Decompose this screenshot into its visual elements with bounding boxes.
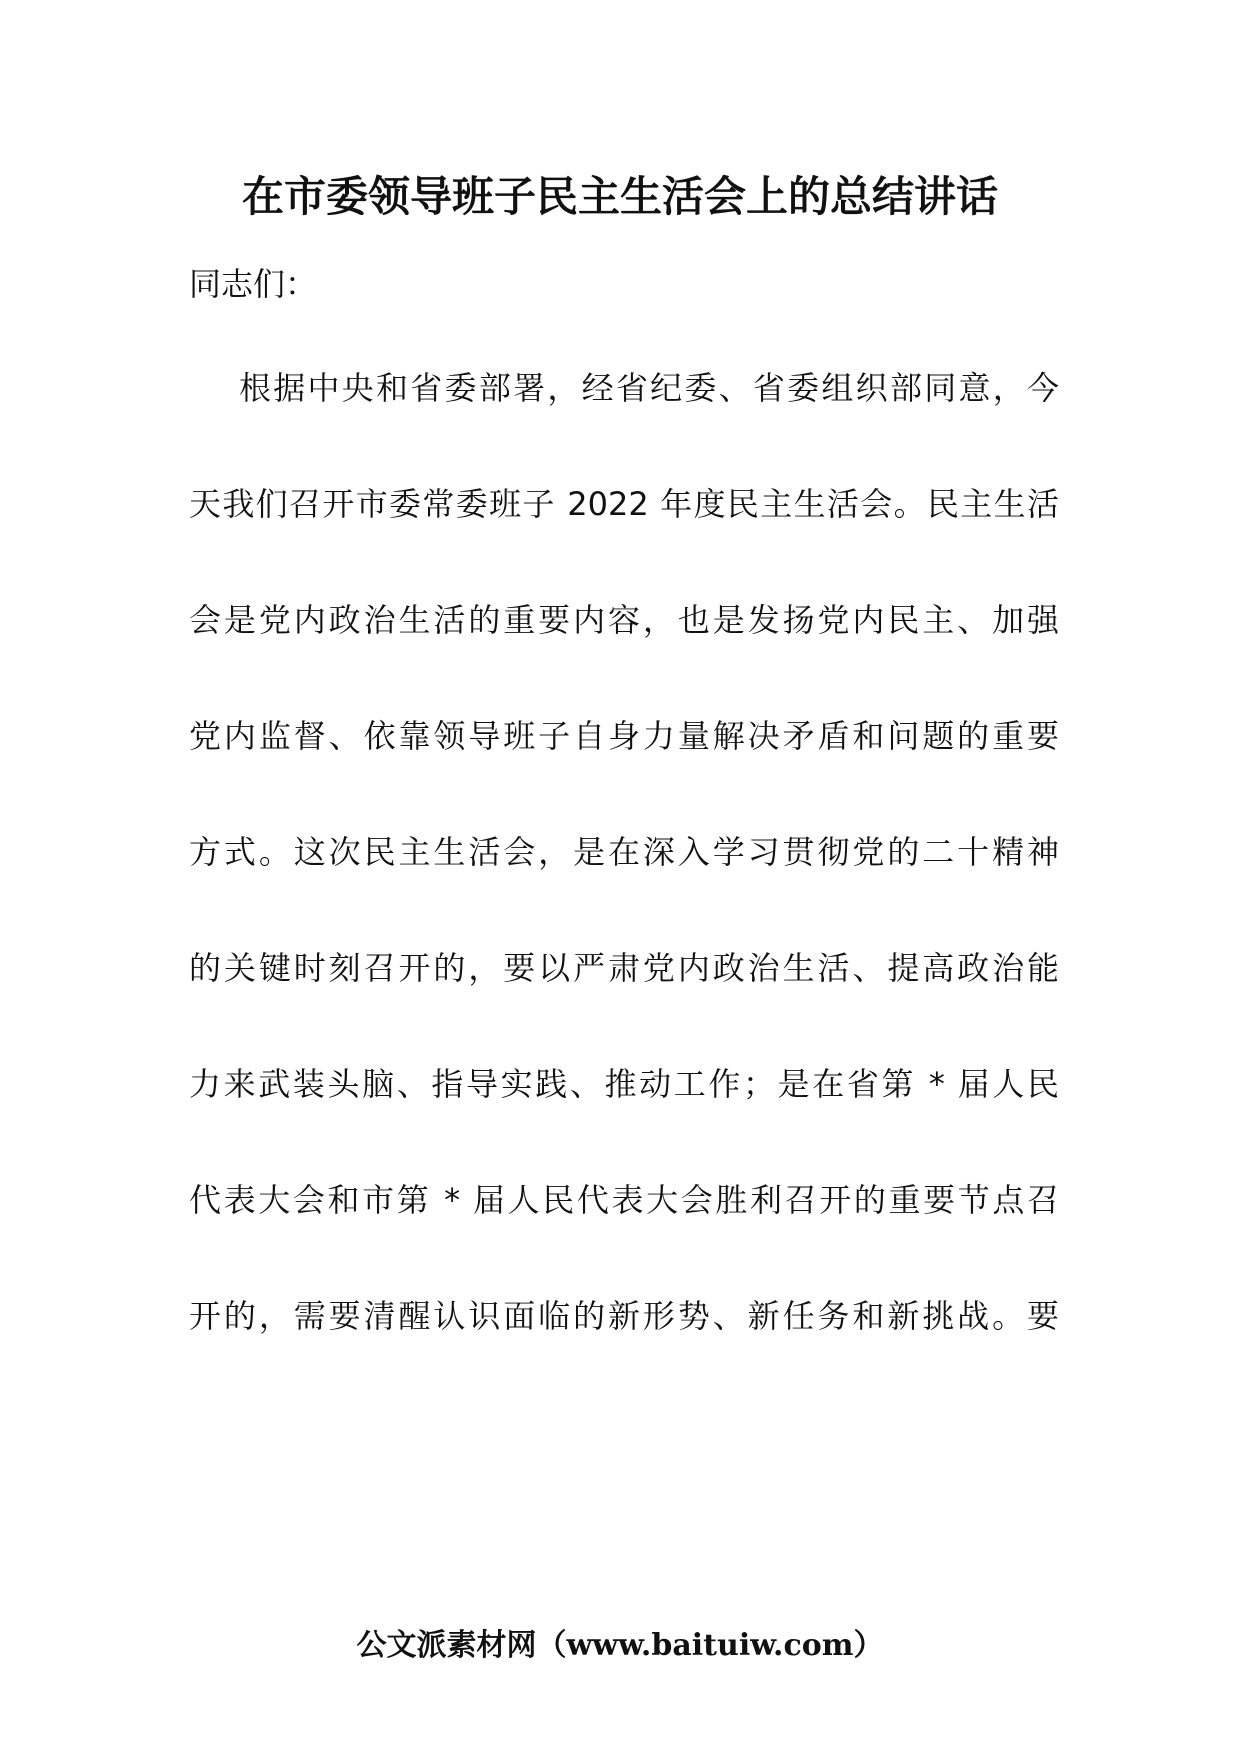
body-line: 会是党内政治生活的重要内容，也是发扬党内民主、加强 — [189, 601, 1059, 639]
document-title: 在市委领导班子民主生活会上的总结讲话 — [241, 172, 998, 221]
body-line: 方式。这次民主生活会，是在深入学习贯彻党的二十精神 — [189, 833, 1059, 871]
body-line: 党内监督、依靠领导班子自身力量解决矛盾和问题的重要 — [189, 717, 1059, 755]
body-line: 天我们召开市委常委班子 2022 年度民主生活会。民主生活 — [189, 485, 1059, 523]
body-line: 开的，需要清醒认识面临的新形势、新任务和新挑战。要 — [189, 1297, 1059, 1335]
body-line: 力来武装头脑、指导实践、推动工作；是在省第 * 届人民 — [189, 1065, 1059, 1103]
greeting: 同志们： — [189, 265, 318, 303]
body-line: 的关键时刻召开的，要以严肃党内政治生活、提高政治能 — [189, 949, 1059, 987]
footer-watermark: 公文派素材网（www.baituiw.com） — [356, 1628, 884, 1663]
body-line: 根据中央和省委部署，经省纪委、省委组织部同意，今 — [239, 369, 1059, 407]
body-line: 代表大会和市第 * 届人民代表大会胜利召开的重要节点召 — [189, 1181, 1059, 1219]
